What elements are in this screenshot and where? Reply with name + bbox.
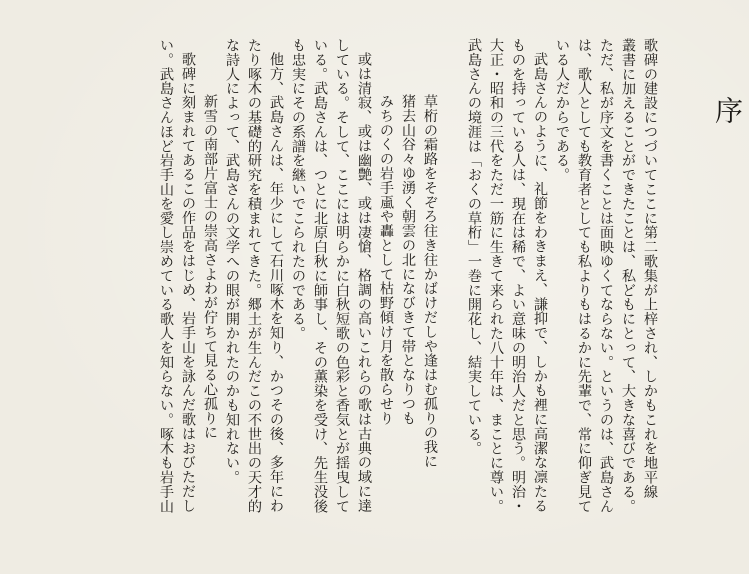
body-text: [155, 38, 661, 562]
text-line: な詩人によって、武島さんの文学への眼が開かれたのかも知れない。: [224, 38, 240, 485]
poem-line: 新雪の南部片富士の崇高さよわが佇ちて見る心孤りに: [202, 94, 218, 440]
text-line: いる。武島さんは、つとに北原白秋に師事し、その薫染を受け、先生没後: [312, 38, 328, 514]
text-line: い。武島さんほど岩手山を愛し崇めている歌人を知らない。啄木も岩手山: [158, 38, 174, 514]
text-line: 他方、武島さんは、年少にして石川啄木を知り、かつその後、多年にわ: [268, 52, 284, 513]
text-line: 武島さんの境涯は「おくの草桁」一巻に開花し、結実している。: [466, 38, 482, 456]
text-line: 叢書に加えることができたことは、私どもにとって、大きな喜びである。: [620, 38, 636, 514]
text-line: 歌碑の建設につづいてここに第二歌集が上梓され、しかもこれを地平線: [642, 38, 658, 499]
poem-line: みちのくの岩手颪や轟として枯野傾け月を散らせり: [378, 94, 394, 426]
text-line: いる人だからである。: [554, 38, 570, 182]
text-line: 或は清寂、或は幽艶、或は凄愴、格調の高いこれらの歌は古典の域に達: [356, 52, 372, 513]
text-line: 歌碑に刻まれてあるこの作品をはじめ、岩手山を詠んだ歌はおびただし: [180, 52, 196, 513]
text-line: 武島さんのように、礼節をわきまえ、謙抑で、しかも裡に高潔な凛たる: [532, 52, 548, 513]
text-line: ものを持っている人は、現在は稀で、よい意味の明治人だと思う。明治・: [510, 38, 526, 514]
text-line: も忠実にその系譜を継いでこられたのである。: [290, 38, 306, 341]
text-line: ただ、私が序文を書くことは面映ゆくてならない。というのは、武島さん: [598, 38, 614, 514]
page-title: 序: [711, 96, 744, 124]
poem-line: 草桁の霜路をそぞろ往き往かばけだしや逢はむ孤りの我に: [422, 94, 438, 469]
text-line: は、歌人としても教育者としても私よりもはるかに先輩で、常に仰ぎ見て: [576, 38, 592, 514]
text-line: たり啄木の基礎的研究を積まれてきた。郷土が生んだこの不世出の天才的: [246, 38, 262, 514]
text-line: 大正・昭和の三代をただ一筋に生きて来られた八十年は、まことに尊い。: [488, 38, 504, 514]
poem-line: 猪去山谷々ゆ湧く朝雲の北になびきて帯となりつも: [400, 94, 416, 426]
text-line: している。そして、ここには明らかに白秋短歌の色彩と香気とが揺曳して: [334, 38, 350, 514]
